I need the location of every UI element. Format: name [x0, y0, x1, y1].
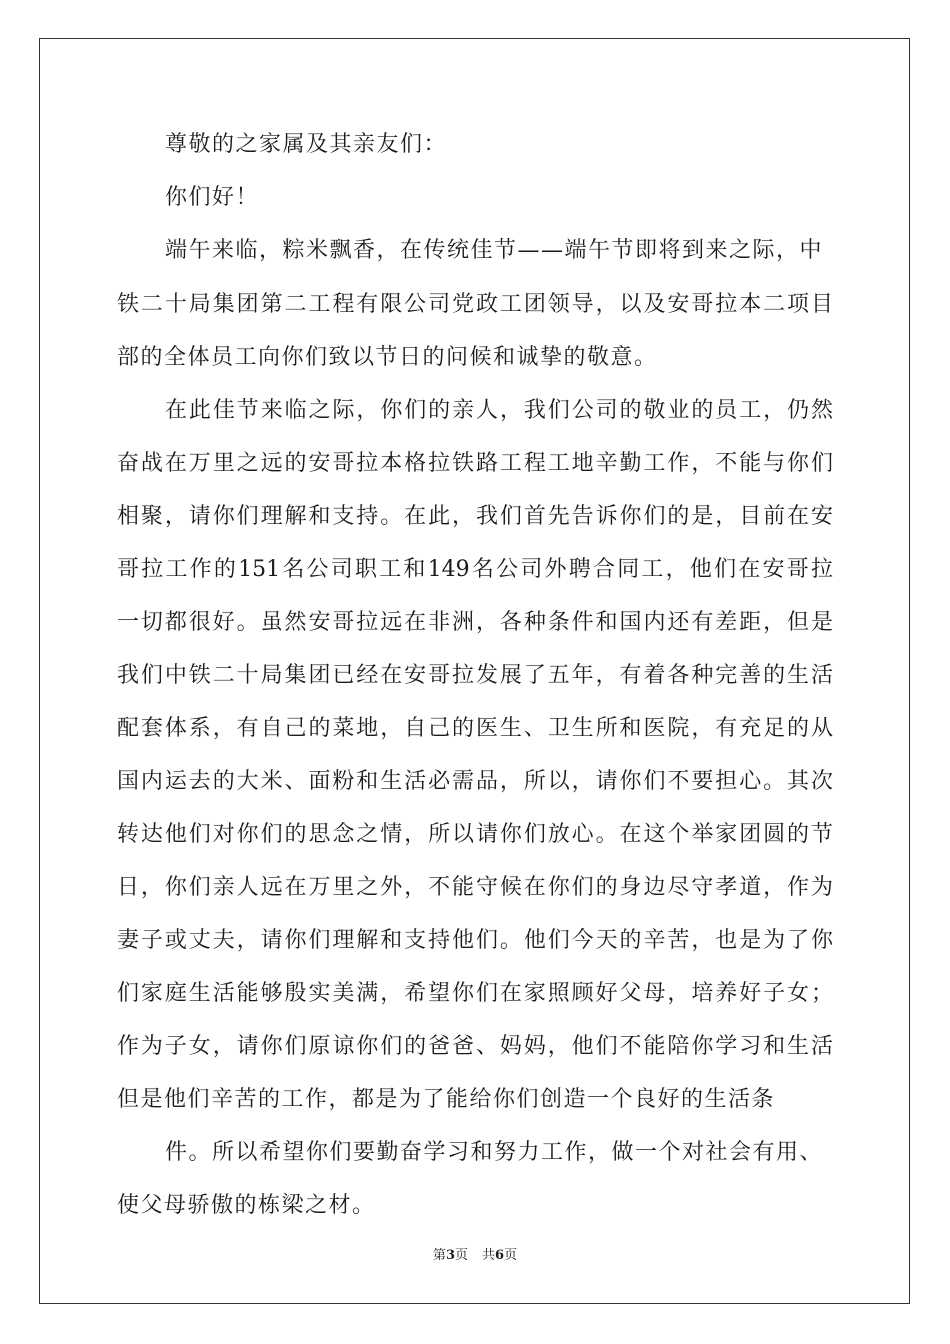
page-current-number: 3 — [445, 1248, 455, 1263]
page-prefix: 第 — [432, 1248, 446, 1263]
total-prefix: 共 — [482, 1248, 496, 1263]
paragraph-3-line-2: 使父母骄傲的栋梁之材。 — [117, 1193, 376, 1218]
paragraph-2-line-7: 配套体系，有自己的菜地，自己的医生、卫生所和医院，有充足的从 — [117, 716, 833, 741]
paragraph-2-line-12: 们家庭生活能够殷实美满，希望你们在家照顾好父母，培养好子女； — [117, 981, 833, 1006]
paragraph-2-line-5: 一切都很好。虽然安哥拉远在非洲，各种条件和国内还有差距，但是 — [117, 610, 833, 635]
paragraph-1-line-1: 端午来临，粽米飘香，在传统佳节——端午节即将到来之际，中 — [165, 238, 824, 263]
total-suffix: 页 — [504, 1248, 518, 1263]
paragraph-2-line-11: 妻子或丈夫，请你们理解和支持他们。他们今天的辛苦，也是为了你 — [117, 928, 833, 953]
salutation-line: 尊敬的之家属及其亲友们： — [165, 132, 448, 157]
page-suffix: 页 — [454, 1248, 468, 1263]
paragraph-2-line-3: 相聚，请你们理解和支持。在此，我们首先告诉你们的是，目前在安 — [117, 504, 833, 529]
greeting-line: 你们好！ — [165, 185, 260, 210]
page-footer — [0, 1247, 950, 1265]
paragraph-2-line-6: 我们中铁二十局集团已经在安哥拉发展了五年，有着各种完善的生活 — [117, 663, 833, 688]
paragraph-2-line-4: 哥拉工作的151名公司职工和149名公司外聘合同工，他们在安哥拉 — [117, 557, 833, 582]
paragraph-1-line-3: 部的全体员工向你们致以节日的问候和诚挚的敬意。 — [117, 345, 658, 370]
paragraph-2-line-2: 奋战在万里之远的安哥拉本格拉铁路工程工地辛勤工作，不能与你们 — [117, 451, 833, 476]
paragraph-3-line-1: 件。所以希望你们要勤奋学习和努力工作，做一个对社会有用、 — [165, 1140, 824, 1165]
paragraph-2-line-8: 国内运去的大米、面粉和生活必需品，所以，请你们不要担心。其次 — [117, 769, 833, 794]
paragraph-2-line-10: 日，你们亲人远在万里之外，不能守候在你们的身边尽守孝道，作为 — [117, 875, 833, 900]
paragraph-2-line-13: 作为子女，请你们原谅你们的爸爸、妈妈，他们不能陪你学习和生活 — [117, 1034, 833, 1059]
paragraph-2-line-14: 但是他们辛苦的工作，都是为了能给你们创造一个良好的生活条 — [117, 1087, 776, 1112]
page-total-number: 6 — [495, 1248, 505, 1263]
paragraph-2-line-9: 转达他们对你们的思念之情，所以请你们放心。在这个举家团圆的节 — [117, 822, 833, 847]
paragraph-1-line-2: 铁二十局集团第二工程有限公司党政工团领导，以及安哥拉本二项目 — [117, 292, 833, 317]
paragraph-2-line-1: 在此佳节来临之际，你们的亲人，我们公司的敬业的员工，仍然 — [165, 398, 833, 423]
